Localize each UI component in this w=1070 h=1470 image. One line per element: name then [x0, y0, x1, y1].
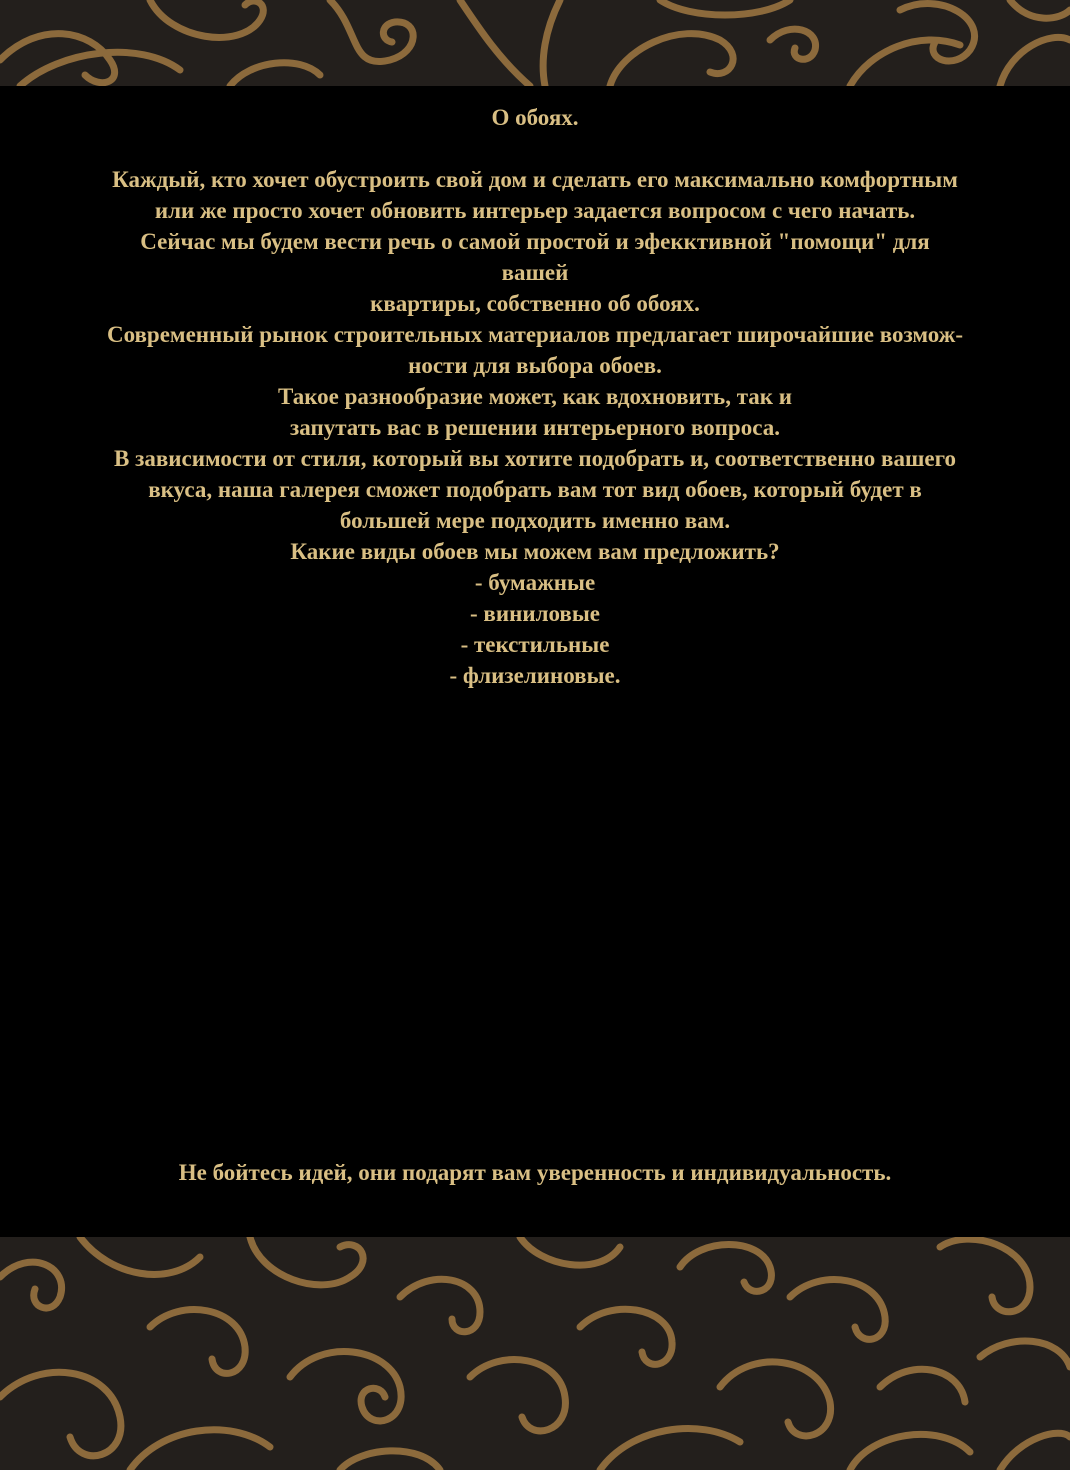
article-line: Сейчас мы будем вести речь о самой простой и эфекктивной "помощи" для	[140, 229, 930, 254]
article-line: В зависимости от стиля, который вы хотите подобрать и, соответственно вашего	[114, 446, 956, 471]
content-panel	[0, 86, 1070, 1237]
article-line: ности для выбора обоев.	[408, 353, 662, 378]
top-ornament-band	[0, 0, 1070, 86]
article-line: Современный рынок строительных материалов предлагает широчайшие возмож-	[106, 322, 964, 347]
article-line: Такое разнообразие может, как вдохновить, так и	[277, 384, 793, 409]
wallpaper-type-item: - текстильные	[460, 632, 610, 657]
article-line: Какие виды обоев мы можем вам предложить?	[290, 539, 780, 564]
wallpaper-type-item: - бумажные	[474, 570, 596, 595]
article-line: или же просто хочет обновить интерьер задается вопросом с чего начать.	[154, 198, 916, 223]
gold-swirl-ornament-icon	[0, 1237, 1070, 1470]
article-line: вкуса, наша галерея сможет подобрать вам тот вид обоев, который будет в	[148, 477, 922, 502]
bottom-ornament-band	[0, 1237, 1070, 1470]
article-text	[30, 164, 1040, 691]
wallpaper-type-item: - флизелиновые.	[449, 663, 621, 688]
article-line: запутать вас в решении интерьерного вопроса.	[290, 415, 780, 440]
article-line: Каждый, кто хочет обустроить свой дом и сделать его максимально комфортным	[112, 167, 958, 192]
gold-swirl-ornament-icon	[0, 0, 1070, 86]
article-line: вашей	[501, 260, 569, 285]
article-line: квартиры, собственно об обоях.	[370, 291, 700, 316]
footer-slogan: Не бойтесь идей, они подарят вам уверенность и индивидуальность.	[178, 1160, 892, 1185]
wallpaper-type-item: - виниловые	[469, 601, 600, 626]
article-line: большей мере подходить именно вам.	[339, 508, 731, 533]
page-title: О обоях.	[491, 105, 579, 130]
